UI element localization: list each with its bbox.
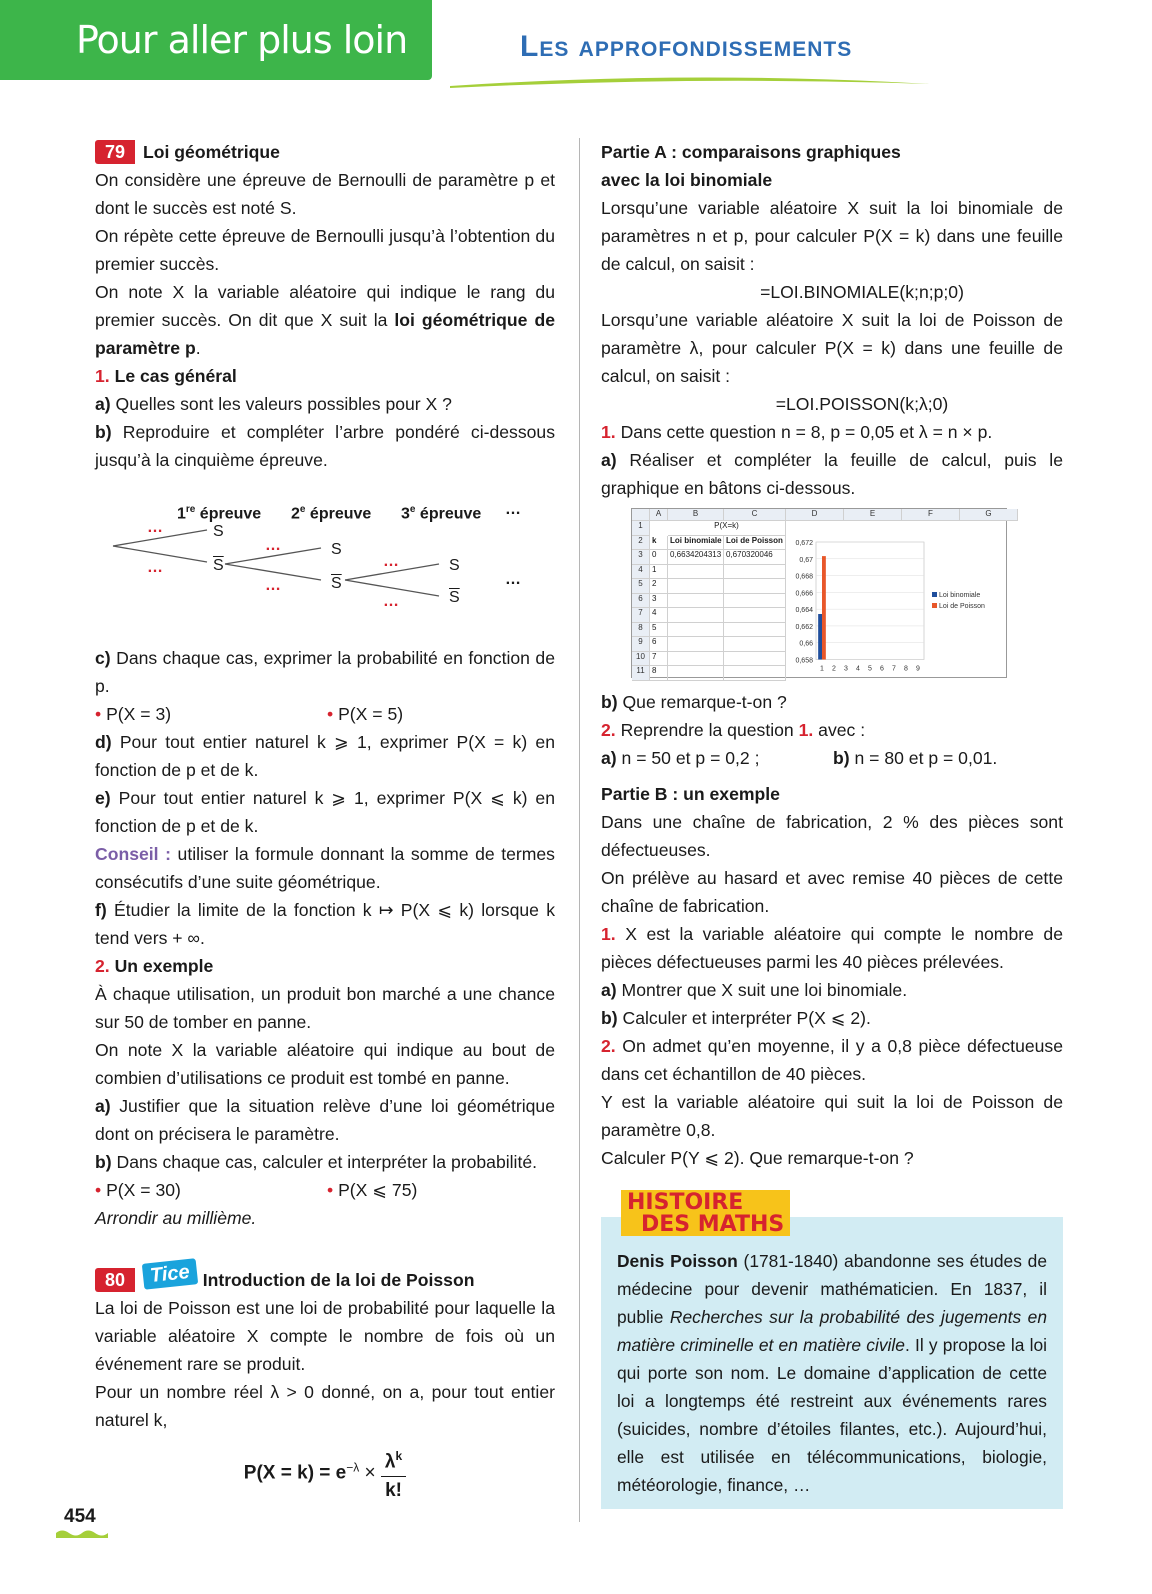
- part-a-paragraph: Lorsqu’une variable aléatoire X suit la loi binomiale de paramètres n et p, pour calculer P(X = k) dans une feuille de calcul, on saisit :: [601, 198, 1063, 274]
- x-tick-label: 2: [832, 665, 836, 672]
- question-label: b): [833, 748, 850, 768]
- header-title: Pour aller plus loin: [76, 18, 408, 62]
- rounding-note: Arrondir au millième.: [95, 1208, 257, 1228]
- legend-swatch: [932, 592, 937, 597]
- question-text: Reproduire et compléter l’arbre pondéré ci-dessous jusqu’à la cinquième épreuve.: [95, 422, 555, 470]
- intro-paragraph: La loi de Poisson est une loi de probabilité pour laquelle la variable aléatoire X compte le nombre de fois où un événement rare se produit.: [95, 1298, 555, 1374]
- row-header: 6: [632, 594, 650, 609]
- y-tick-label: 0,668: [795, 573, 813, 581]
- table-cell-poisson: [724, 594, 786, 609]
- legend-swatch: [932, 603, 937, 608]
- intro-paragraph: On répète cette épreuve de Bernoulli jusqu’à l’obtention du premier succès.: [95, 226, 555, 274]
- question-text: n = 50 et p = 0,2 ;: [616, 748, 760, 768]
- tree-node-S: S: [331, 541, 342, 558]
- part-b-paragraph: Y est la variable aléatoire qui suit la loi de Poisson de paramètre 0,8.: [601, 1092, 1063, 1140]
- tree-branches: [95, 484, 555, 634]
- row-header: 11: [632, 666, 650, 681]
- part-heading: [95, 362, 555, 390]
- table-cell-poisson: 0,670320046: [724, 550, 786, 565]
- row-header: 7: [632, 608, 650, 623]
- table-cell-k: 5: [650, 623, 668, 638]
- page-number: 454: [64, 1506, 96, 1527]
- table-cell-poisson: [724, 666, 786, 681]
- table-cell-binomial: [668, 652, 724, 667]
- table-cell-poisson: [724, 608, 786, 623]
- question-b: [95, 418, 555, 474]
- column-header: G: [960, 509, 1018, 521]
- part-a-title: Partie A : comparaisons graphiques: [601, 142, 901, 162]
- question-text: X est la variable aléatoire qui compte le nombre de pièces défectueuses parmi les 40 pièces prélevées.: [601, 924, 1063, 972]
- table-title-cell: P(X=k): [668, 521, 786, 536]
- question-label: b): [95, 1152, 112, 1172]
- x-tick-label: 5: [868, 665, 872, 672]
- part-b-paragraph: On prélève au hasard et avec remise 40 pièces de cette chaîne de fabrication.: [601, 868, 1063, 916]
- tree-continuation: …: [505, 571, 521, 588]
- tree-weight-placeholder: …: [265, 537, 281, 554]
- question-number: 2.: [601, 1036, 616, 1056]
- question-b: [601, 1004, 1063, 1032]
- history-tag-line: HISTOIRE: [627, 1190, 744, 1215]
- plot-area: [816, 542, 924, 660]
- legend-label: Loi binomiale: [939, 591, 981, 599]
- column-header: A: [650, 509, 668, 521]
- part-title: Le cas général: [114, 366, 237, 386]
- exercise-80-heading: [95, 1260, 555, 1294]
- question-c: [95, 644, 555, 700]
- tree-node-S-bar: $\overline{S}$: [213, 557, 224, 574]
- spreadsheet-formula: =LOI.BINOMIALE(k;n;p;0): [760, 282, 964, 302]
- question-label: b): [601, 1008, 618, 1028]
- formula-lhs: P(X = k) = e: [243, 1462, 347, 1484]
- question-label: a): [601, 450, 617, 470]
- part-number: 1.: [95, 366, 110, 386]
- bullet-item: P(X ⩽ 75): [338, 1180, 418, 1200]
- question-a: [601, 976, 1063, 1004]
- chart-bar: [822, 556, 826, 659]
- tree-weight-placeholder: …: [147, 519, 163, 536]
- exercise-number-badge: 79: [95, 140, 135, 164]
- poisson-formula: [95, 1442, 555, 1505]
- part-b-paragraph: Dans une chaîne de fabrication, 2 % des pièces sont défectueuses.: [601, 812, 1063, 860]
- tip-text: utiliser la formule donnant la somme de termes consécutifs d’une suite géométrique.: [95, 844, 555, 892]
- question-text: Que remarque-t-on ?: [617, 692, 787, 712]
- tree-weight-placeholder: …: [383, 593, 399, 610]
- question-label: a): [95, 394, 111, 414]
- formula-exponent: −λ: [346, 1460, 360, 1475]
- y-tick-label: 0,67: [799, 556, 813, 564]
- formula-k-exponent: k: [395, 1449, 403, 1463]
- question-b: [601, 688, 1063, 716]
- row-header: 4: [632, 565, 650, 580]
- row-header: 9: [632, 637, 650, 652]
- bullet-item: P(X = 3): [106, 704, 172, 724]
- x-tick-label: 4: [856, 665, 860, 672]
- question-text: Dans chaque cas, exprimer la probabilité en fonction de p.: [95, 648, 555, 696]
- question-text: Reprendre la question: [615, 720, 799, 740]
- part-b-paragraph: Calculer P(Y ⩽ 2). Que remarque-t-on ?: [601, 1148, 914, 1168]
- question-b: [95, 1148, 555, 1176]
- intro-paragraph: [95, 278, 555, 362]
- table-header-cell: Loi binomiale: [668, 536, 724, 551]
- exercise-title: Loi géométrique: [143, 142, 280, 162]
- y-tick-label: 0,664: [795, 606, 813, 614]
- sheet-corner: [632, 509, 650, 521]
- question-text: Étudier la limite de la fonction k ↦ P(X ⩽ k) lorsque k tend vers + ∞.: [95, 900, 555, 948]
- table-cell-poisson: [724, 637, 786, 652]
- bullet-row: • P(X = 30) • P(X ⩽ 75): [95, 1180, 418, 1200]
- column-header: D: [786, 509, 844, 521]
- row-header: 3: [632, 550, 650, 565]
- formula-fraction: [381, 1442, 406, 1505]
- table-cell-poisson: [724, 623, 786, 638]
- row-header: 2: [632, 536, 650, 551]
- intro-paragraph: On considère une épreuve de Bernoulli de paramètre p et dont le succès est noté S.: [95, 170, 555, 218]
- column-header: C: [724, 509, 786, 521]
- chart-bar: [818, 614, 822, 659]
- question-label: a): [601, 980, 617, 1000]
- history-text: [601, 1217, 1063, 1509]
- header-swoosh-decoration: [450, 70, 930, 90]
- table-cell-poisson: [724, 565, 786, 580]
- text-span: .: [195, 338, 201, 358]
- table-cell-binomial: [668, 579, 724, 594]
- question-number: 1.: [601, 422, 616, 442]
- question-2: [601, 1032, 1063, 1088]
- table-cell-k: 1: [650, 565, 668, 580]
- y-tick-label: 0,672: [795, 539, 813, 547]
- history-text-span: (1781-1840) abandonne ses études de médecine pour devenir mathématicien. En 1837, il publie: [617, 1251, 1047, 1327]
- tree-header-1: 1re épreuve: [177, 504, 262, 523]
- question-text: Calculer et interpréter P(X ⩽ 2).: [617, 1008, 871, 1028]
- row-header: 5: [632, 579, 650, 594]
- question-f: [95, 896, 555, 952]
- question-text: avec :: [813, 720, 866, 740]
- x-tick-label: 9: [916, 665, 920, 672]
- history-person: Denis Poisson: [617, 1251, 738, 1271]
- bar-chart: [786, 536, 1004, 676]
- question-label: f): [95, 900, 107, 920]
- question-text: Dans chaque cas, calculer et interpréter la probabilité.: [111, 1152, 538, 1172]
- tree-node-S-bar: $\overline{S}$: [449, 589, 460, 606]
- table-cell-k: 7: [650, 652, 668, 667]
- tip-label: Conseil :: [95, 844, 171, 864]
- y-tick-label: 0,66: [799, 640, 813, 648]
- bullet-item: P(X = 30): [106, 1180, 181, 1200]
- question-text: Dans cette question n = 8, p = 0,05 et λ = n × p.: [615, 422, 993, 442]
- question-label: d): [95, 732, 112, 752]
- question-label: a): [601, 748, 617, 768]
- table-cell-k: 0: [650, 550, 668, 565]
- tree-header-3: 3e épreuve: [401, 504, 482, 523]
- question-a: [95, 1092, 555, 1148]
- history-text-span: . Il y propose la loi qui porte son nom. Le domaine d’application de cette loi a longtemps été restreint aux événements rares (suicides, nombre d’étoiles filantes, etc.). Aujourd’hui, elle est utilisée en télécommunications, biologie, météorologie, finance, …: [617, 1335, 1047, 1495]
- question-label: b): [601, 692, 618, 712]
- tree-node-S: S: [449, 557, 460, 574]
- exercise-title: Introduction de la loi de Poisson: [202, 1270, 475, 1290]
- part-title: Un exemple: [114, 956, 214, 976]
- page-number-underline: [56, 1528, 108, 1538]
- question-text: n = 80 et p = 0,01.: [849, 748, 998, 768]
- row-header: 8: [632, 623, 650, 638]
- question-1: [601, 920, 1063, 976]
- question-d: [95, 728, 555, 784]
- formula-lambda: λ: [384, 1451, 396, 1473]
- table-cell-k: 2: [650, 579, 668, 594]
- formula-denominator: k!: [385, 1480, 402, 1502]
- table-cell-k: 8: [650, 666, 668, 681]
- right-column: [601, 138, 1063, 1509]
- section-title: Les approfondissements: [520, 30, 853, 63]
- history-tag-line: DES MATHS: [641, 1212, 785, 1237]
- x-tick-label: 3: [844, 665, 848, 672]
- question-e: [95, 784, 555, 840]
- question-label: a): [95, 1096, 111, 1116]
- part-heading: [95, 952, 555, 980]
- part-number: 2.: [95, 956, 110, 976]
- table-cell-binomial: [668, 623, 724, 638]
- table-cell-binomial: [668, 565, 724, 580]
- table-cell-binomial: 0,6634204313: [668, 550, 724, 565]
- y-tick-label: 0,658: [795, 657, 813, 664]
- tip-paragraph: [95, 840, 555, 896]
- column-header: E: [844, 509, 902, 521]
- table-cell-poisson: [724, 652, 786, 667]
- part-a-paragraph: Lorsqu’une variable aléatoire X suit la loi de Poisson de paramètre λ, pour calculer P(X = k) dans une feuille de calcul, on saisit :: [601, 310, 1063, 386]
- question-text: Justifier que la situation relève d’une loi géométrique dont on précisera le paramètre.: [95, 1096, 555, 1144]
- question-text: Montrer que X suit une loi binomiale.: [616, 980, 908, 1000]
- left-column: [95, 138, 555, 1505]
- column-header: F: [902, 509, 960, 521]
- question-text: Réaliser et compléter la feuille de calcul, puis le graphique en bâtons ci-dessous.: [601, 450, 1063, 498]
- key-term: loi géométrique de paramètre p: [95, 310, 555, 358]
- question-label: e): [95, 788, 111, 808]
- bullet-row: • P(X = 3) • P(X = 5): [95, 704, 404, 724]
- table-cell-binomial: [668, 637, 724, 652]
- legend-label: Loi de Poisson: [939, 602, 985, 610]
- table-cell-k: 6: [650, 637, 668, 652]
- column-header: B: [668, 509, 724, 521]
- table-header-cell: Loi de Poisson: [724, 536, 786, 551]
- part-b-title: Partie B : un exemple: [601, 784, 780, 804]
- table-header-cell: k: [650, 536, 668, 551]
- x-tick-label: 6: [880, 665, 884, 672]
- text-span: On note X la variable aléatoire qui indique le rang du premier succès. On dit que X suit la: [95, 282, 555, 330]
- row-header: 10: [632, 652, 650, 667]
- y-tick-label: 0,666: [795, 589, 813, 597]
- question-2: [601, 716, 1063, 744]
- table-cell-poisson: [724, 579, 786, 594]
- question-text: Pour tout entier naturel k ⩾ 1, exprimer P(X = k) en fonction de p et de k.: [95, 732, 555, 780]
- tree-weight-placeholder: …: [383, 553, 399, 570]
- question-a: [601, 446, 1063, 502]
- question-number: 1.: [601, 924, 616, 944]
- example-paragraph: À chaque utilisation, un produit bon marché a une chance sur 50 de tomber en panne.: [95, 984, 555, 1032]
- table-cell-k: 4: [650, 608, 668, 623]
- table-cell-k: 3: [650, 594, 668, 609]
- intro-paragraph: Pour un nombre réel λ > 0 donné, on a, pour tout entier naturel k,: [95, 1382, 555, 1430]
- question-reference: 1.: [798, 720, 814, 740]
- tree-header-2: 2e épreuve: [291, 504, 372, 523]
- question-a: [95, 390, 555, 418]
- formula-times: ×: [359, 1462, 381, 1484]
- tree-node-S-bar: $\overline{S}$: [331, 575, 342, 592]
- tree-node-S: S: [213, 523, 224, 540]
- column-divider: [579, 138, 580, 1522]
- question-text: Quelles sont les valeurs possibles pour X ?: [110, 394, 452, 414]
- question-text: Pour tout entier naturel k ⩾ 1, exprimer P(X ⩽ k) en fonction de p et de k.: [95, 788, 555, 836]
- x-tick-label: 8: [904, 665, 908, 672]
- question-label: c): [95, 648, 111, 668]
- tice-badge: Tice: [142, 1258, 198, 1289]
- exercise-79-heading: [95, 138, 555, 166]
- tree-weight-placeholder: …: [265, 577, 281, 594]
- row-header: 1: [632, 521, 650, 536]
- x-tick-label: 7: [892, 665, 896, 672]
- table-cell-binomial: [668, 594, 724, 609]
- probability-tree: [95, 484, 555, 634]
- question-1: [601, 418, 1063, 446]
- history-book-title: Recherches sur la probabilité des jugements en matière criminelle et en matière civile: [617, 1307, 1048, 1355]
- history-box: [601, 1190, 1063, 1509]
- tree-weight-placeholder: …: [147, 559, 163, 576]
- table-cell-binomial: [668, 608, 724, 623]
- y-tick-label: 0,662: [795, 623, 813, 631]
- spreadsheet-screenshot: [631, 508, 1007, 678]
- part-a-title: avec la loi binomiale: [601, 170, 773, 190]
- tree-header-more: …: [505, 501, 521, 518]
- x-tick-label: 1: [820, 665, 824, 672]
- example-paragraph: On note X la variable aléatoire qui indique au bout de combien d’utilisations ce produit est tombé en panne.: [95, 1040, 555, 1088]
- table-cell-binomial: [668, 666, 724, 681]
- question-number: 2.: [601, 720, 616, 740]
- formula-numerator: [381, 1442, 406, 1477]
- spreadsheet-formula: =LOI.POISSON(k;λ;0): [775, 394, 949, 414]
- question-text: On admet qu’en moyenne, il y a 0,8 pièce défectueuse dans cet échantillon de 40 pièces.: [601, 1036, 1063, 1084]
- question-label: b): [95, 422, 112, 442]
- bullet-item: P(X = 5): [338, 704, 404, 724]
- history-tag: [621, 1190, 790, 1236]
- question-2-cases: [601, 744, 1063, 772]
- exercise-number-badge: 80: [95, 1268, 135, 1292]
